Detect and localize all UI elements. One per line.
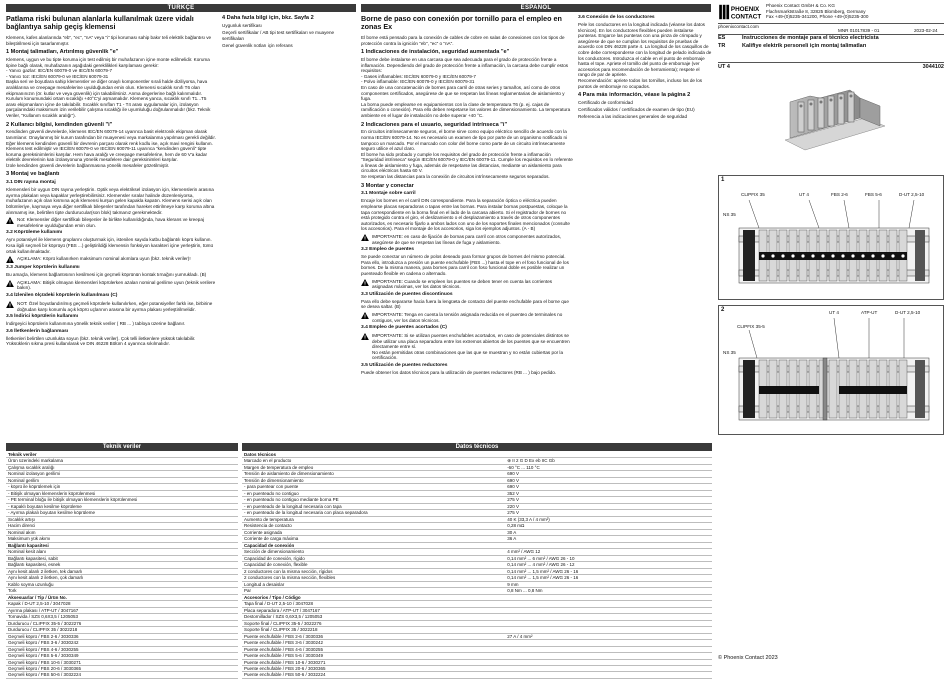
spanish-title: Borne de paso con conexión por tornillo para el empleo en zonas Ex — [361, 14, 562, 32]
turkish-section-3: 3 Montaj ve bağlantı — [6, 171, 60, 178]
table-cell-label: Margen de temperatura de empleo — [242, 464, 505, 470]
table-cell-label: Geçmeli köprü / FBS 5-6 / 3030349 — [6, 653, 238, 659]
turkish-column-1 — [6, 15, 216, 435]
table-cell-label: Durdurucu / CLIPFIX 35-5 / 3022276 — [6, 620, 238, 626]
phoenix-logo-icon — [718, 3, 760, 21]
table-cell-value: 275 V — [505, 497, 712, 503]
table-cell-label: - Bitişik olmayan klemenslerin köprülenmesi — [6, 490, 238, 496]
table-cell-value: 0,8 Nm ... 0,8 Nm — [505, 588, 712, 594]
copyright: © Phoenix Contact 2023 — [718, 655, 778, 661]
table-cell-label: Hacim direnci — [6, 523, 238, 529]
turkish-warning-1-text: AÇIKLAMA: Köprü kullanırken maksimum nominal akımlara uyun (bkz. teknik veriler)! — [17, 256, 191, 262]
table-cell-label: Capacidad de conexión, rígido — [242, 555, 505, 561]
table-cell-value: 0,14 mm² ... 1,5 mm² / AWG 26 - 16 — [505, 568, 712, 574]
svg-text:CONTACT: CONTACT — [730, 13, 762, 21]
address-line-2: Flachsmarktstraße 8, 32825 Blomberg, Germany — [766, 8, 866, 14]
turkish-section-2-text: Kendinden güvenli devrelerde, klemens IEC/EN 60079-14 uyarınca basit elektronik ekipman olarak tanımlanır. Onaylanmış bir kurum tarafından bir muayenesi veya markalanma yapılması gerekli değildir. Eğer klemens kendinden güvenli bir devrenin parçası olarak renk kodlu ise, açık mavi rengini kullanın. Klemens test edilmiştir ve IEC/EN 60079-0 ve IEC/EN 60079-11 uyarınca "kendinden güvenli" tipte koruma gereksinimlerini karşılar. Hem hava aralığı ve creepage mesafelerine, hem de 60 V'a kadar elektrik devrelerinin katı izolasyonuna yönelik mesafelere dair gereksinimleri karşılar. İzole kendinden güvenli devrelerin bağlanmasına yönelik mesafeler gözetilmiştir. — [6, 129, 216, 168]
figure-1-label-dut: D-UT 2,5-10 — [899, 192, 925, 197]
spanish-column-1 — [361, 15, 573, 435]
turkish-column-2 — [222, 15, 356, 75]
warning-icon — [6, 217, 14, 224]
table-cell-value: 690 V — [505, 484, 712, 490]
turkish-header: TÜRKÇE — [6, 4, 356, 12]
figure-2-label-dut: D-UT 2,5-10 — [895, 310, 921, 315]
table-cell-label: Puente enchufable / FBS 4-6 / 3030255 — [242, 646, 505, 652]
spanish-table — [242, 452, 712, 679]
es-title: Instrucciones de montaje para el técnico electricista — [742, 35, 879, 41]
figure-1 — [718, 175, 944, 300]
turkish-link-1: Uygunluk sertifikası — [222, 22, 262, 28]
turkish-section-1: 1 Montaj talimatları, Artırılmış güvenlik "e" — [6, 49, 119, 56]
table-cell-label: Durdurucu / CLIPFIX 35 / 3022218 — [6, 627, 238, 633]
table-cell-label: Aynı kesit alanlı 2 iletken, tek damarlı — [6, 568, 238, 574]
table-cell-label: - para puentear con puente — [242, 484, 505, 490]
tr-title: Kalifiye elektrik personeli için montaj talimatları — [742, 43, 867, 49]
table-cell-label: Longitud a desaislar — [242, 581, 505, 587]
spanish-important-1-text: IMPORTANTE: en caso de fijación de bornas para carril con otros componentes autorizados, asegúrese de que se respetan las líneas de fuga y aislamiento. — [372, 234, 562, 245]
table-cell-value: 36 A — [505, 536, 712, 542]
table-cell-label: Geçmeli köprü / FBS 3-6 / 3030242 — [6, 640, 238, 646]
table-cell-label: Kapak / D-UT 2,5-10 / 3047028 — [6, 601, 238, 607]
table-cell-label: Ayırma plakası / ATP-UT / 3047167 — [6, 607, 238, 613]
table-cell-value: 0,14 mm² ... 1,5 mm² / AWG 26 - 16 — [505, 575, 712, 581]
turkish-link-2: Geçerli sertifikalar / AB tipi test sertifikaları ve muayene sertifikaları — [222, 29, 335, 41]
table-cell-label: Puente enchufable / FBS 50-6 / 3032224 — [242, 672, 505, 678]
table-cell-value: 0,28 mΩ — [505, 523, 712, 529]
address-line-1: Phoenix Contact GmbH & Co. KG — [766, 3, 835, 8]
turkish-link-3: Genel güvenlik notları için referans — [222, 42, 293, 48]
figure-1-label-clipfix: CLIPFIX 35 — [741, 192, 765, 197]
address-line-3: Fax +49-(0)5235-341200, Phone +49-(0)5235-300 — [766, 14, 869, 20]
table-cell-value: 352 V — [505, 490, 712, 496]
table-cell-label: Nominal gerilim — [6, 477, 238, 483]
table-cell-label: Geçmeli köprü / FBS 20-6 / 3030365 — [6, 665, 238, 671]
table-cell-value: 0,14 mm² ... 6 mm² / AWG 26 - 10 — [505, 555, 712, 561]
spanish-section-3-5: 3.5 Utilización de puentes reductores — [361, 363, 448, 369]
es-code: ES — [718, 35, 726, 41]
turkish-section-3-3-text: Bu amaçla, klemens bağlantısının kesilmesi için geçmeli köprünün kontak tırnağını yumrukladı. (B) — [6, 272, 207, 278]
turkish-section-3-1: 3.1 DIN rayına montaj — [6, 180, 56, 186]
spanish-important-4-text: IMPORTANTE: Si se utilizan puentes enchufables acortados, en caso de potenciales distintos se debe utilizar una placa separadora entre los extremos abiertos de los puentes que se encuentren directamente entre sí. No están permitidas otras combinaciones que las que se muestran y no están cubiertas por la certificación. — [372, 333, 570, 361]
turkish-note-2-text: NOT: Özel boyutlandırılmış geçmeli köprülerle kullanılırken, eğer potansiyeller farklı ise, birbirine doğrudan karşı konumlu açık köprü uçlarının arasına bir ayırma plakası yerleştirilmelidir. — [17, 300, 213, 312]
table-cell-label: Tork — [6, 588, 238, 594]
table-cell-label: Teknik veriler — [6, 452, 238, 458]
table-cell-label: Geçmeli köprü / FBS 50-6 / 3032224 — [6, 672, 238, 678]
table-cell-label: Geçmeli köprü / FBS 10-6 / 3030271 — [6, 659, 238, 665]
table-row — [242, 672, 712, 678]
table-cell-value: 690 V — [505, 477, 712, 483]
figure-1-label-fbs56: FBS 5-6 — [865, 192, 882, 197]
spanish-section-3-2: 3.2 Empleo de puentes — [361, 247, 414, 253]
figure-2-drawing — [729, 318, 939, 432]
spanish-important-1 — [361, 234, 573, 245]
table-cell-label: Geçmeli köprü / FBS 2-6 / 3030336 — [6, 633, 238, 639]
table-cell-label: Nominal akım — [6, 529, 238, 535]
document-date: 2023-02-24 — [914, 28, 938, 33]
table-cell-label: 2 conductores con la misma sección, flexibles — [242, 575, 505, 581]
terminal-block-photo — [780, 80, 890, 160]
tr-title-row — [718, 43, 866, 50]
table-cell-value: 40 K (33,3 A / 4 mm²) — [505, 516, 712, 522]
spanish-header: ESPAÑOL — [361, 4, 711, 12]
spanish-important-3 — [361, 312, 573, 323]
spanish-intro: El borne está pensado para la conexión de cables de cobre en salas de conexiones con los tipos de protección contra la ignición "eb", "ec" o "nA". — [361, 34, 565, 46]
turkish-section-3-2: 3.2 Köprüleme kullanımı — [6, 230, 63, 236]
table-cell-label: Bağlantı kapasitesi, esnek — [6, 562, 238, 568]
table-cell-label: - en puenteado de la longitud necesaria con placa separadora — [242, 510, 505, 516]
table-cell-label: - Kapaklı boyutan kesilme köprüleme — [6, 503, 238, 509]
phoenix-logo — [718, 3, 760, 21]
turkish-section-3-2-text: Aynı potansiyel ile klemens gruplarını oluşturmak için, istenilen sayıda kutbu bağlantılı köprü kullanın. Kısa ilgili seçmeli bir köprüyü (FBS ...) geliştirildiği klemensin fonksiyon karakteri içine yerleştirin, tümü ortak kullanılmaktadır. — [6, 237, 214, 254]
table-cell-label: Resistencia de contacto — [242, 523, 505, 529]
table-cell-value: -60 °C ... 110 °C — [505, 464, 712, 470]
table-cell-label: Aumento de temperatura — [242, 516, 505, 522]
table-cell-value: 0,14 mm² ... 4 mm² / AWG 26 - 12 — [505, 562, 712, 568]
figure-2-label-ut4: UT 4 — [829, 310, 839, 315]
document-number: MNR 01017839 - 01 — [838, 28, 880, 33]
turkish-section-3-1-text: Klemensleri bir uygun DIN rayına yerleştirin. Optik veya elektriksel izolasyon için, klemenslerin arasına ayırma plakaları veya kapaklar yerleştirebilirsiniz. Klemensler sıralar halinde düzenleniyorsa, muhafazanın açık olan kısmına açık klemensi kurşun gelen kapakla kapatın. Klemens serisi açık olan bölümleriye, kaymaya veya diğer sertifikalı bileşenler tarafından hareket ettirilmeye karşı koruma altına alınmamış ise, belirtilen tipte durdurucular(son blok) takmanız gerekmektedir. — [6, 187, 215, 215]
table-cell-label: Puente enchufable / FBS 20-6 / 3030365 — [242, 665, 505, 671]
table-cell-label: Puente enchufable / FBS 5-6 / 3030349 — [242, 653, 505, 659]
table-cell-label: Tapa final / D-UT 2,5-10 / 3047028 — [242, 601, 505, 607]
table-cell-label: - PE terminal bloğu ile bitişik olmayan klemenslerin köprülenmesi — [6, 497, 238, 503]
turkish-section-4: 4 Daha fazla bilgi için, bkz. Sayfa 2 — [222, 15, 314, 21]
table-cell-label: Bağlantı kapasitesi, sabit — [6, 555, 238, 561]
table-cell-label: Çalışma sıcaklık aralığı — [6, 464, 238, 470]
table-cell-label: Maksimum yük akımı — [6, 536, 238, 542]
table-cell-value: 9 mm — [505, 581, 712, 587]
table-cell-label: Sıcaklık artışı — [6, 516, 238, 522]
warning-icon — [6, 256, 14, 263]
spanish-section-1: 1 Indicaciones de instalación, seguridad aumentada "e" — [361, 49, 510, 56]
table-cell-label: Ürün üzerindeki markalama — [6, 458, 238, 464]
table-cell-label: Corriente asignada — [242, 529, 505, 535]
turkish-section-3-5: 3.5 İndirici köprülerin kullanımı — [6, 314, 79, 320]
warning-icon — [361, 312, 369, 319]
spanish-important-2 — [361, 279, 573, 290]
turkish-section-2: 2 Kullanıcı bilgisi, kendinden güvenli "i" — [6, 121, 113, 128]
table-cell-label: Kablo soyma uzunluğu — [6, 581, 238, 587]
table-row — [6, 672, 238, 678]
spanish-column-2 — [578, 15, 712, 120]
spanish-section-3-5-text: Puede obtener los datos técnicos para la utilización de puentes reductores (RB ... ) bajo pedido. — [361, 370, 557, 376]
table-cell-value: 27 A / 4 mm² — [505, 633, 712, 639]
spanish-section-3-6: 3.6 Conexión de los conductores — [578, 15, 655, 20]
spanish-section-1-text: El borne debe instalarse en una carcasa que sea adecuada para el grado de protección frente a inflamación. Dependiendo del grado de protección frente a inflamación, la carcasa debe cumplir estos requisitos: - Gases inflamables: IEC/EN 60079-0 y IEC/EN 60079-7 - Polvo inflamable: IEC/EN 60079-0 y IEC/EN 60079-31 En caso de una concatenación de bornes para carril de otras series y tamaños, así como de otros componentes certificados, asegúrese de que se respetan las líneas reglamentarias de aislamiento y fuga. La borna puede emplearse en equipamientos con la clase de temperatura T6 (p. ej. cajas de ramificación o conexión). Para ello deben respetarse los valores de dimensionamiento. La temperatura ambiente en el lugar de instalación no debe superar +40 °C. — [361, 56, 571, 118]
warning-icon — [361, 279, 369, 286]
table-cell-value: 220 V — [505, 503, 712, 509]
spanish-section-3-2-text: Se puede conectar un número de polos deseado para formar grupos de bornes del mismo potencial. Para ello, introduzca a presión un puente enchufable (FBS ...) hasta el tope en el foso funcional de los bornes. De la misma manera, para bornes para carril con foso funcional doble es posible realizar un puenteado flexible en cadena o alternado. — [361, 254, 569, 276]
turkish-table-header: Teknik veriler — [6, 443, 238, 451]
table-cell-label: - köprü ile köprülemek için — [6, 484, 238, 490]
turkish-table — [6, 452, 238, 679]
figure-1-label-ns35: NS 35 — [723, 212, 736, 217]
article-number: 3044102 — [922, 64, 944, 70]
turkish-warning-2 — [6, 280, 216, 291]
turkish-section-3-3: 3.3 Jumper köprülerin kullanımı — [6, 265, 80, 271]
spanish-section-3-4: 3.4 Empleo de puentes acortados (C) — [361, 325, 447, 331]
spanish-section-4: 4 Para más información, véase la página 2 — [578, 92, 691, 99]
spanish-section-3: 3 Montar y conectar — [361, 182, 414, 189]
table-cell-value: ⊛ II 2 G D Ex eb IIC Gb — [505, 458, 712, 464]
table-cell-label: Datos técnicos — [242, 452, 505, 458]
table-cell-value — [505, 672, 712, 678]
figure-1-label-ut4: UT 4 — [799, 192, 809, 197]
turkish-note-1 — [6, 217, 216, 228]
table-cell-label: Soporte final / CLIPFIX 35 / 3022218 — [242, 627, 505, 633]
figure-1-drawing — [729, 200, 939, 295]
website[interactable]: phoenixcontact.com — [718, 24, 759, 29]
figure-2-label-ns35: NS 35 — [723, 350, 736, 355]
table-cell-label: Capacidad de conexión — [242, 542, 505, 548]
table-cell-label: Accesorios / Tipo / Código — [242, 594, 505, 600]
spanish-link-1: Certificado de conformidad — [578, 99, 633, 105]
turkish-section-1-text: Klemens, uygun ve bu tipte koruma için test edilmiş bir muhafazanın içine monte edilmelidir. Koruma tipine bağlı olarak, muhafazanın aşağıdaki gereklilikleri karşılaması gerekir: - Yanıcı gazlar: IEC/EN 60079-0 ve IEC/EN 60079-7 - Yanıcı toz: IEC/EN 60079-0 ve IEC/EN 60079-31 Başka seri ve boyutlara sahip klemensler ve diğer onaylı komponentler sırali halde diziliyorsa, hava aralıklarına ve creepage mesafelerine uyulduğundan emin olun. Klemensi sıcaklık sınıfı T6 olan ekipmanınızın (ör. kutlar ve veya güvenlik) için takabilirsiniz. Anma degerlerine bağlı kalınmalıdır. Kurulum konumundaki ortam sıcaklığı +40°C'yi aşmamalıdır. Klemens yanca, sıcaklık sınıfı T1...T5 arası ekipmanların içine de takılabilir. Sıcaklık sınıfları T1 - T4 arası uygulamalar için, izolasyon parçalarındaki maksimum izin verilebilir çalışma sıcaklığı ile uyumluluğu doğrulanmalıdır (bkz. Teknik Veriler, "Kullanım sıcaklık aralığı"). — [6, 56, 211, 118]
table-cell-label: Nominal izolasyon gerilimi — [6, 471, 238, 477]
svg-text:PHOENIX: PHOENIX — [730, 6, 760, 14]
spanish-important-2-text: IMPORTANTE: Cuando se empleen los puentes se deben tener en cuenta las corrientes asignadas máximas, ver los datos técnicos. — [372, 278, 553, 290]
company-address — [766, 3, 944, 20]
table-cell-label: Nominal kesit alanı — [6, 549, 238, 555]
figure-2-label-atp: ATP-UT — [861, 310, 878, 315]
spanish-important-3-text: IMPORTANTE: Tenga en cuenta la tensión asignada reducida en el puenteo de terminales no contiguos, ver los datos técnicos. — [372, 311, 563, 323]
spanish-table-header: Datos técnicos — [242, 443, 712, 451]
turkish-section-3-4: 3.4 İzlenilen ölçüdeki köprülerin kullanılması (C) — [6, 292, 118, 298]
spanish-section-2-text: En circuitos intrínsecamente seguros, el borne sirve como equipo eléctrico sencillo de acuerdo con la norma IEC/EN 60079-14. No es necesario un examen de tipo por parte de un organismo notificado ni tampoco un marcado. Por el marcado con color del borne como parte de un circuito intrínsecamente seguro utilice el azul claro. El borne ha sido probado y cumple los requisitos del grado de protección frente a inflamación "Seguridad intrínseca" según IEC/EN 60079-0 y IEC/EN 60079-11. Cumple los requisitos en lo referente a líneas de aislamiento y fuga, además de respetarse las distancias, mediante un aislamiento para circuitos eléctricos hasta 60 V. Se respetan las distancias para la conexión de circuitos intrínsecamente seguros separados. — [361, 129, 573, 180]
table-cell-label: - en puenteado de la longitud necesaria con tapa — [242, 503, 505, 509]
product-row — [718, 62, 944, 72]
table-cell-label: Tensión de aislamiento de dimensionamiento — [242, 471, 505, 477]
table-cell-label: - en puenteado no contiguo mediante borna PE — [242, 497, 505, 503]
table-cell-value: 275 V — [505, 510, 712, 516]
figure-1-number: 1 — [721, 177, 725, 183]
turkish-section-3-5-text: İndirgeyici köprülerin kullanımına yönelik teknik veriler ( RB ... ) tabloya üzerine bağlanır. — [6, 321, 186, 327]
turkish-section-3-6: 3.6 İletkenlerin bağlanması — [6, 328, 69, 334]
warning-icon — [361, 234, 369, 241]
spanish-table-body — [242, 452, 712, 679]
turkish-note-1-text: Not: Klemensler diğer sertifikalı bileşenler ile birlikte kullanıldığında, hava klerans ve kreepaj mesafelerine uyulduğundan emin olun. — [17, 217, 204, 228]
turkish-title: Patlama riski bulunan alanlarla kullanılmak üzere vidalı bağlantıya sahip geçiş klemensi — [6, 14, 194, 32]
spanish-section-3-3: 3.3 Utilización de puentes discontinuos — [361, 291, 453, 297]
es-title-row — [718, 35, 879, 42]
table-cell-label: Puente enchufable / FBS 2-6 / 3030336 — [242, 633, 505, 639]
table-cell-label: - en puenteado no contiguo — [242, 490, 505, 496]
spanish-link-2: Certificados válidos / certificados de examen de tipo (EU) — [578, 107, 695, 113]
table-cell-label: - Ayırma plakalı boyutan kesilme köprüleme — [6, 510, 238, 516]
figure-1-label-fbs26: FBS 2-6 — [831, 192, 848, 197]
table-cell-label: Aksesuarlar / Tip / Ürün No. — [6, 594, 238, 600]
table-cell-label: Bağlantı kapasitesi — [6, 542, 238, 548]
warning-icon — [6, 301, 14, 308]
table-cell-label: Tensión de dimensionamiento — [242, 477, 505, 483]
table-cell-label: Soporte final / CLIPFIX 35-5 / 3022276 — [242, 620, 505, 626]
spanish-section-3-6-text: Pele los conductores en la longitud indicada (véanse los datos técnicos). En los conductores flexibles pueden instalarse punteras. Engarce las punteras con una pinza de crimpado y asegúrese de que se cumplan los requisitos de pruebas de acuerdo con DIN 46228 parte 4. La longitud de los casquillos de cobre debe corresponderse con la longitud de pelado indicada de los conductores. Introduzca el cable en el punto de embornaje hasta el tope. Apriete el tornillo del punto de embornaje (ver accesorios para recomendación de herramienta); respete el rango de par de apriete. Recomendación: apriete todos los tornillos, incluso los de los puntos de embornaje no ocupados. — [578, 21, 712, 89]
table-cell-label: Geçmeli köprü / FBS 4-6 / 3030255 — [6, 646, 238, 652]
table-cell-label: Tornavida / SZS 0,6X3,5 / 1205053 — [6, 614, 238, 620]
table-cell-label: Destornillador / SZS 0,6X3,5 / 1205053 — [242, 614, 505, 620]
spanish-section-3-1-text: Encaje los bornes en el carril DIN correspondiente. Para la separación óptica o eléctrica pueden emplearse placas separadoras o tapas entre las bornas. Para instalar bornas postpuestas, coloque la tapa correspondiente en la borna final en el lado de la carcasa abierto. Si el registrador de bornes no está protegido contra el giro, el deslizamiento o el desplazamiento a través de otros componentes autorizados, es necesario fijarlo a ambos lados con uno de los soportes finales mencionados (consulte los accesorios). Para el montaje de los accesorios, siga los ejemplos adjuntos. (A - B) — [361, 198, 570, 232]
table-cell-value: 690 V — [505, 471, 712, 477]
figure-2 — [718, 305, 944, 435]
table-cell-label: Corriente de carga máxima — [242, 536, 505, 542]
turkish-warning-2-text: AÇIKLAMA: Bitişik olmayan klemensleri köprülerken azalan nominal gerilime uyun (teknik verilere bakın). — [17, 279, 216, 291]
figure-2-number: 2 — [721, 307, 725, 313]
table-cell-value: 30 A — [505, 529, 712, 535]
turkish-table-body — [6, 452, 238, 679]
spanish-section-3-1: 3.1 Montaje sobre carril — [361, 191, 416, 197]
spanish-section-2: 2 Indicaciones para el usuario, seguridad intrínseca "i" — [361, 121, 508, 128]
turkish-intro: Klemens, kafes alanlarında "eb", "ec", "nA" veya "i" tipi koruması sahip bakır teli elektrik bağlantısı ve bileştirilmesi için tasarlanmıştır. — [6, 34, 212, 46]
product-name: UT 4 — [718, 64, 730, 70]
company-header — [718, 3, 944, 58]
table-cell-label: Capacidad de conexión, flexible — [242, 562, 505, 568]
table-cell-label: Aynı kesit alanlı 2 iletken, çok damarlı — [6, 575, 238, 581]
table-cell-label: Marcado en el producto — [242, 458, 505, 464]
table-cell-label: Placa separadora / ATP-UT / 3047167 — [242, 607, 505, 613]
table-cell-label: Par — [242, 588, 505, 594]
turkish-warning-1 — [6, 256, 216, 263]
table-cell-label: Sección de dimensionamiento — [242, 549, 505, 555]
warning-icon — [361, 333, 369, 340]
table-cell-label: Puente enchufable / FBS 10-6 / 3030271 — [242, 659, 505, 665]
table-cell-value: 4 mm² / AWG 12 — [505, 549, 712, 555]
spanish-important-4 — [361, 333, 573, 361]
spanish-link-3: Referencia a las indicaciones generales de seguridad — [578, 114, 688, 120]
table-cell-label: Puente enchufable / FBS 3-6 / 3030242 — [242, 640, 505, 646]
table-cell-label: 2 conductores con la misma sección, rígidos — [242, 568, 505, 574]
turkish-note-2 — [6, 301, 216, 312]
spanish-section-3-3-text: Para ello debe separarse hacia fuera la lengüeta de contacto del puente enchufable para el borne que se desea saltar. (B) — [361, 298, 569, 310]
turkish-section-3-6-text: İletkenleri belirtilen uzunlukta soyun (bkz. teknik veriler). Çok telli iletkenlere yüksük takılabilir. Yüksüklerin sıkma presi kullanılarak ve DIN 46228 Bölüm 4 uyarınca sıkılmalıdır. — [6, 335, 196, 347]
figure-2-label-clipfix: CLIPFIX 35-5 — [737, 324, 765, 329]
tr-code: TR — [718, 43, 726, 49]
warning-icon — [6, 280, 14, 287]
